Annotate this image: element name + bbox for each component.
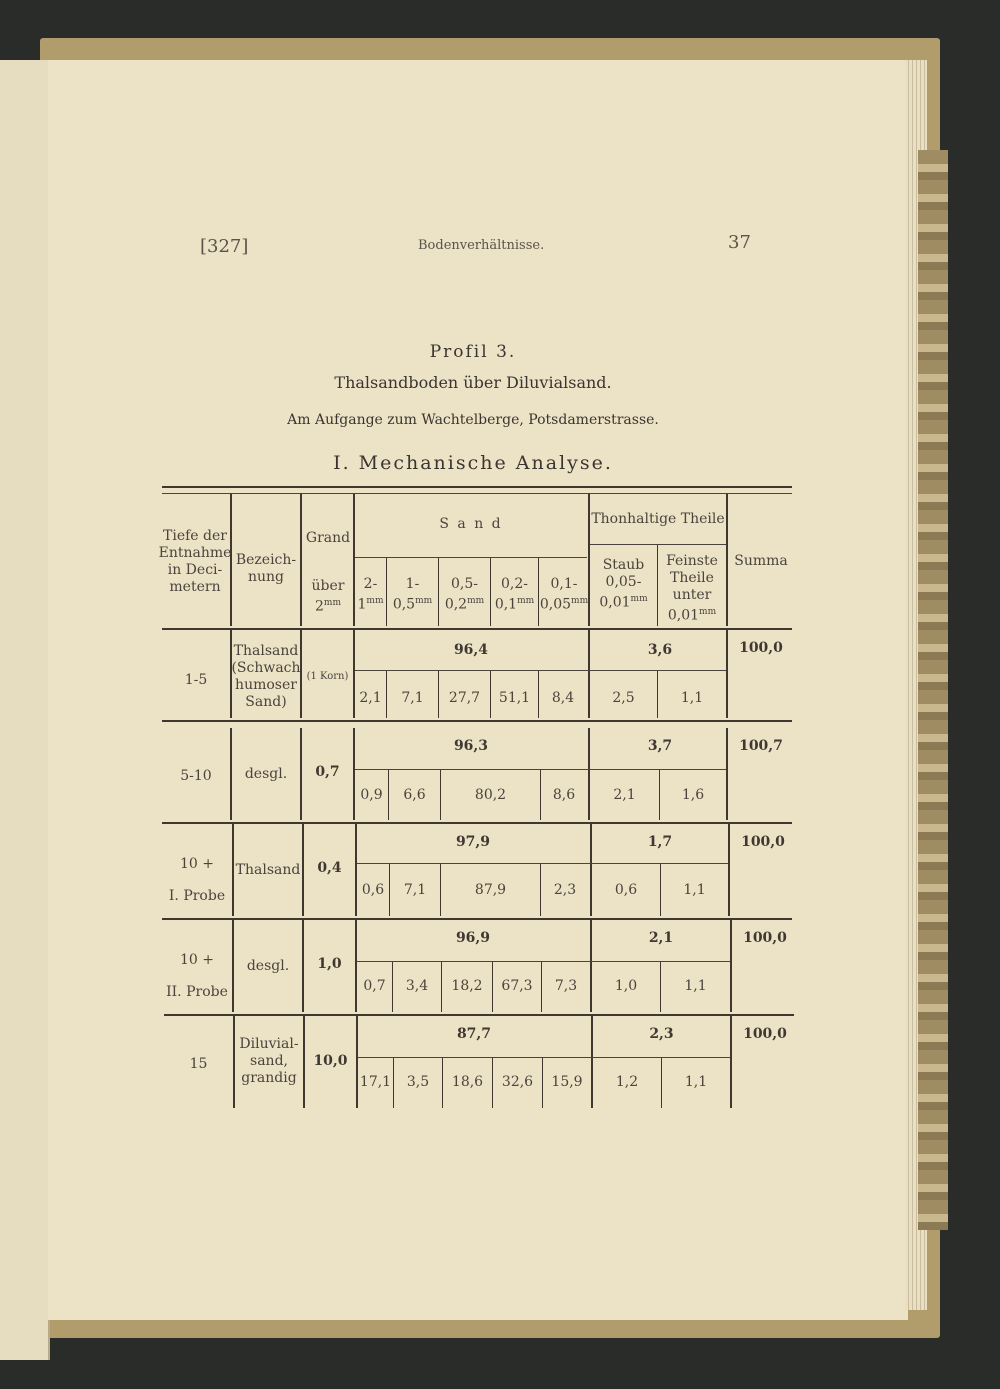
row-clay-total: 3,6: [647, 642, 673, 658]
location-line: Am Aufgange zum Wachtelberge, Potsdamerstrasse.: [287, 412, 659, 428]
row-sand-value: 80,2: [474, 787, 507, 803]
row-name: Diluvial- sand, grandig: [239, 1036, 299, 1086]
row-sand-value: 3,4: [405, 978, 429, 994]
row-clay-value: 1,2: [615, 1074, 639, 1090]
row-sand-total: 97,9: [455, 834, 491, 850]
row-sand-total: 96,4: [453, 642, 489, 658]
row-clay-value: 2,1: [613, 787, 636, 803]
header-clay: Thonhaltige Theile: [591, 511, 725, 527]
header-dust: Staub 0,05- $0,01^{mm}$: [599, 557, 648, 611]
row-sand-value: 51,1: [498, 690, 531, 706]
row-sand-value: 87,9: [474, 882, 507, 898]
header-grand: Grand: [305, 530, 351, 546]
row-grand: 0,7: [315, 764, 340, 780]
row-sand-total: 96,9: [455, 930, 491, 946]
running-title: Bodenverhältnisse.: [418, 238, 545, 253]
row-depth: 10 + I. Probe: [168, 856, 226, 904]
torn-board-edge: [918, 150, 948, 1230]
row-sand-value: 0,9: [360, 787, 383, 803]
row-sand-value: 8,4: [551, 690, 575, 706]
profile-title: Profil 3.: [429, 342, 517, 362]
section-heading: I. Mechanische Analyse.: [333, 452, 613, 474]
header-rule: [162, 628, 792, 630]
row-depth: 1-5: [184, 672, 208, 688]
row-sand-value: 32,6: [501, 1074, 534, 1090]
row-sand-value: 18,2: [451, 978, 483, 994]
row-clay-value: 1,1: [684, 978, 707, 994]
row-sum: 100,0: [743, 1026, 787, 1042]
row-sand-value: 8,6: [552, 787, 576, 803]
row-name: Thalsand (Schwach humoser Sand): [231, 643, 301, 710]
row-clay-value: 0,6: [614, 882, 638, 898]
header-sum: Summa: [734, 553, 788, 569]
table-top-rule-thin: [162, 493, 792, 494]
row-clay-total: 3,7: [647, 738, 673, 754]
row-grand: 10,0: [313, 1053, 348, 1069]
row-clay-value: 1,0: [614, 978, 638, 994]
row-sand-value: 7,3: [554, 978, 578, 994]
row-clay-value: 2,5: [612, 690, 635, 706]
header-fine: Feinste Theile unter $0,01^{mm}$: [666, 553, 718, 624]
row-name: desgl.: [246, 958, 290, 974]
row-sand-value: 18,6: [451, 1074, 484, 1090]
row-sand-value: 15,9: [551, 1074, 583, 1090]
row-sum: 100,0: [739, 640, 783, 656]
header-name: Bezeich- nung: [235, 552, 297, 585]
row-clay-total: 2,1: [648, 930, 674, 946]
row-sand-value: 17,1: [359, 1074, 392, 1090]
row-sand-value: 0,7: [363, 978, 386, 994]
row-sand-value: 2,1: [359, 690, 382, 706]
row-sand-value: 6,6: [403, 787, 426, 803]
row-sum: 100,0: [743, 930, 787, 946]
row-grand: (1 Korn): [306, 671, 349, 682]
row-grand: 0,4: [317, 860, 342, 876]
header-sand-01-005: 0,1- $0,05^{mm}$: [539, 576, 589, 613]
table-top-rule: [162, 486, 792, 488]
row-grand: 1,0: [317, 956, 342, 972]
page-reference: [327]: [200, 236, 249, 257]
header-grand-size: über $2^{mm}$: [311, 578, 345, 615]
header-depth: Tiefe der Entnahme in Deci- metern: [158, 528, 232, 595]
row-sand-value: 7,1: [403, 882, 427, 898]
row-sand-value: 27,7: [448, 690, 481, 706]
page-number: 37: [728, 232, 751, 253]
row-sand-value: 7,1: [401, 690, 424, 706]
row-clay-value: 1,1: [680, 690, 704, 706]
row-sand-total: 87,7: [456, 1026, 492, 1042]
row-sand-value: 67,3: [501, 978, 533, 994]
row-sand-total: 96,3: [453, 738, 489, 754]
soil-title: Thalsandboden über Diluvialsand.: [334, 373, 612, 392]
row-clay-value: 1,6: [681, 787, 705, 803]
row-clay-total: 2,3: [649, 1026, 674, 1042]
header-sand-2-1: 2- $1^{mm}$: [357, 576, 384, 613]
row-sum: 100,7: [739, 738, 783, 754]
row-depth: 15: [189, 1056, 208, 1072]
header-sand-05-02: 0,5- $0,2^{mm}$: [444, 576, 485, 613]
header-sand-1-05: 1- $0,5^{mm}$: [392, 576, 433, 613]
header-sand: S a n d: [439, 516, 503, 532]
row-depth: 10 + II. Probe: [166, 952, 228, 1000]
row-sand-value: 2,3: [553, 882, 577, 898]
row-sand-value: 0,6: [361, 882, 385, 898]
row-depth: 5-10: [180, 768, 212, 784]
row-clay-total: 1,7: [647, 834, 673, 850]
row-clay-value: 1,1: [684, 1074, 708, 1090]
header-sand-02-01: 0,2- $0,1^{mm}$: [494, 576, 535, 613]
row-sand-value: 3,5: [406, 1074, 430, 1090]
row-name: desgl.: [244, 766, 288, 782]
row-clay-value: 1,1: [683, 882, 706, 898]
row-name: Thalsand: [235, 862, 301, 878]
left-page-edge: [0, 60, 50, 1360]
row-sum: 100,0: [741, 834, 785, 850]
